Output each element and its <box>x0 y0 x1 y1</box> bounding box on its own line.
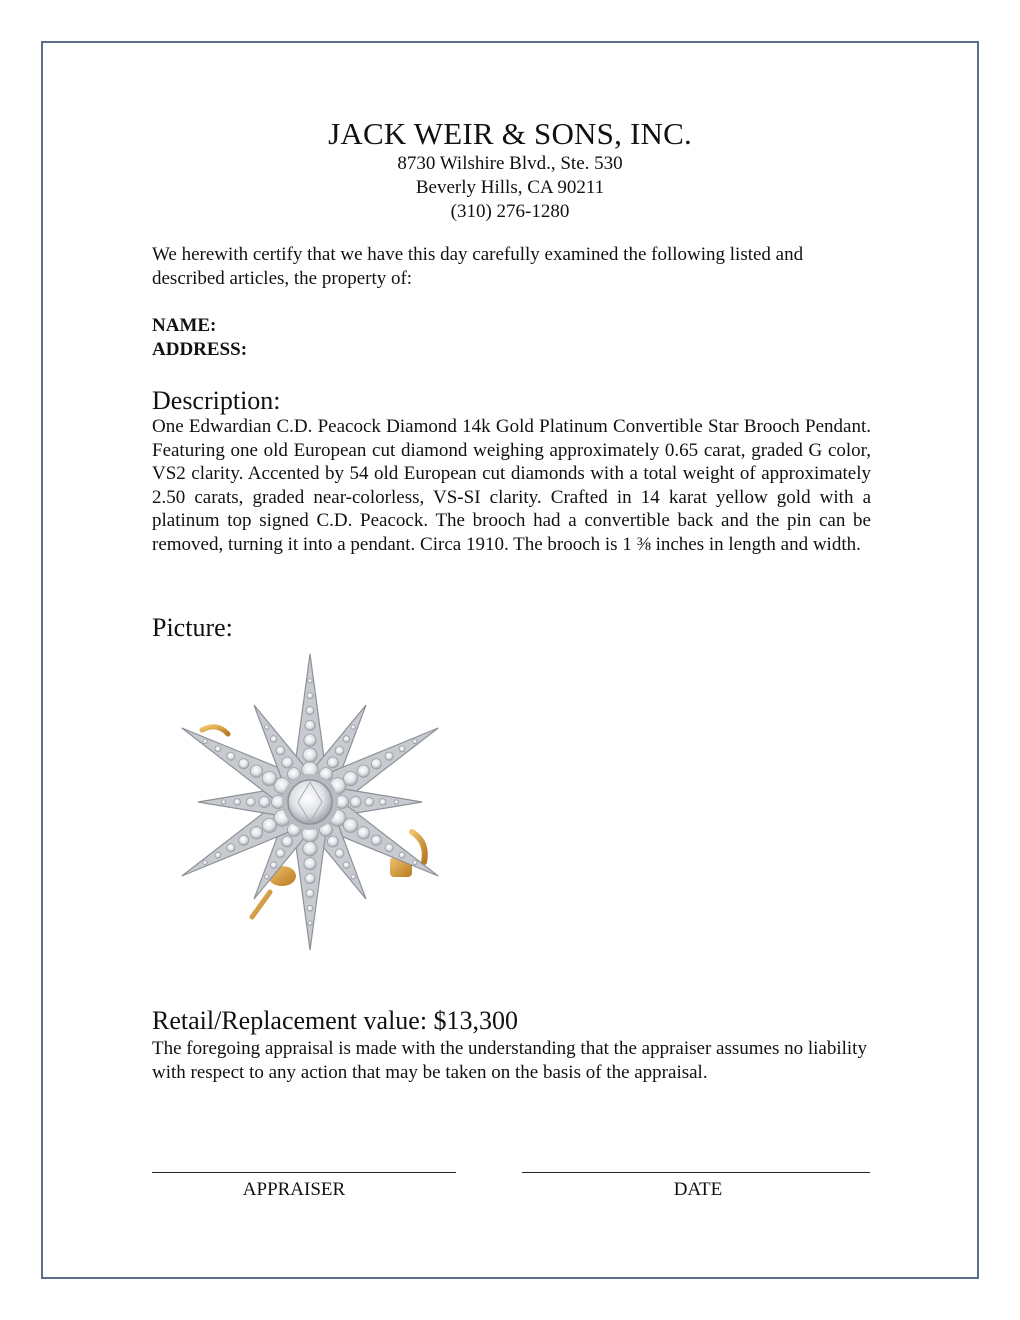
brooch-diamond <box>365 798 374 807</box>
brooch-diamond <box>306 707 314 715</box>
brooch-diamond <box>239 759 249 769</box>
brooch-diamond <box>303 748 317 762</box>
description-text: One Edwardian C.D. Peacock Diamond 14k Gold Platinum Convertible Star Brooch Pendant. Featuring one old European cut diamond weighing approximately 0.65 carat, graded G color, VS2 clarity. Accented by 54 old European cut diamonds with a total weight of approximately 2.50 carats, graded near-colorless, VS-SI clarity. Crafted in 14 karat yellow gold with a platinum top signed C.D. Peacock. The brooch had a convertible back and the pin can be removed, turning it into a pendant. Circa 1910. The brooch is 1 ⅜ inches in length and width. <box>152 416 871 555</box>
brooch-diamond <box>371 759 381 769</box>
date-signature-line[interactable] <box>522 1172 870 1173</box>
date-label: DATE <box>673 1179 723 1200</box>
brooch-diamond <box>246 798 255 807</box>
brooch-diamond <box>215 746 221 752</box>
brooch-diamond <box>250 827 262 839</box>
brooch-diamond <box>394 800 398 804</box>
letterhead <box>0 116 1020 224</box>
certification-text: We herewith certify that we have this day carefully examined the following listed and described articles, the property of: <box>152 244 804 289</box>
brooch-diamond <box>203 860 207 864</box>
brooch-diamond <box>227 844 235 852</box>
brooch-diamond <box>305 720 315 730</box>
address-label: ADDRESS: <box>152 339 248 360</box>
brooch-diamond <box>276 746 285 755</box>
brooch-diamond <box>335 849 344 858</box>
brooch-diamond <box>282 757 293 768</box>
company-phone: (310) 276-1280 <box>450 201 570 222</box>
company-name: JACK WEIR & SONS, INC. <box>328 116 692 151</box>
brooch-diamond <box>239 835 249 845</box>
valuation-heading: Retail/Replacement value: $13,300 <box>152 1006 519 1035</box>
appraiser-signature-line[interactable] <box>152 1172 456 1173</box>
brooch-diamond <box>413 860 417 864</box>
brooch-diamond <box>305 873 315 883</box>
brooch-diamond <box>250 765 262 777</box>
brooch-diamond <box>399 852 405 858</box>
brooch-diamond <box>215 852 221 858</box>
brooch-diamond <box>307 905 313 911</box>
brooch-diamond <box>227 752 235 760</box>
brooch-diamond <box>262 818 276 832</box>
company-address-line2: Beverly Hills, CA 90211 <box>415 177 605 198</box>
brooch-diamond <box>308 679 312 683</box>
name-label: NAME: <box>152 315 217 336</box>
company-address-line1: 8730 Wilshire Blvd., Ste. 530 <box>397 153 623 174</box>
appraiser-label: APPRAISER <box>242 1179 346 1200</box>
brooch-diamond <box>203 739 207 743</box>
picture-heading: Picture: <box>152 613 233 642</box>
brooch-diamond <box>371 835 381 845</box>
brooch-diamond <box>259 796 270 807</box>
brooch-diamond <box>265 725 269 729</box>
brooch-diamond <box>270 862 277 869</box>
brooch-diamond <box>380 799 387 806</box>
brooch-diamond <box>385 752 393 760</box>
brooch-diamond <box>343 862 350 869</box>
brooch-diamond <box>350 796 361 807</box>
brooch-diamond <box>303 842 317 856</box>
brooch-diamond <box>343 771 357 785</box>
brooch-diamond <box>306 889 314 897</box>
brooch-diamond <box>351 875 355 879</box>
disclaimer-text: The foregoing appraisal is made with the understanding that the appraiser assumes no liability with respect to any action that may be taken on the basis of the appraisal. <box>152 1038 867 1083</box>
brooch-diamond <box>221 800 225 804</box>
brooch-diamond <box>399 746 405 752</box>
brooch-diamond <box>343 736 350 743</box>
brooch-diamond <box>262 771 276 785</box>
brooch-diamond <box>276 849 285 858</box>
brooch-diamond <box>265 875 269 879</box>
brooch-diamond <box>270 736 277 743</box>
brooch-diamond <box>385 844 393 852</box>
star-brooch-image <box>162 652 478 958</box>
brooch-diamond <box>282 836 293 847</box>
brooch-diamond <box>304 734 316 746</box>
brooch-diamond <box>308 921 312 925</box>
brooch-diamond <box>351 725 355 729</box>
brooch-diamond <box>343 818 357 832</box>
brooch-diamond <box>357 765 369 777</box>
owner-fields <box>152 314 871 362</box>
brooch-diamond <box>327 757 338 768</box>
brooch-diamond <box>307 693 313 699</box>
brooch-diamond <box>304 858 316 870</box>
brooch-diamond <box>234 799 241 806</box>
description-heading: Description: <box>152 386 281 415</box>
brooch-diamond <box>357 827 369 839</box>
brooch-diamond <box>327 836 338 847</box>
brooch-diamond <box>335 746 344 755</box>
brooch-diamond <box>413 739 417 743</box>
